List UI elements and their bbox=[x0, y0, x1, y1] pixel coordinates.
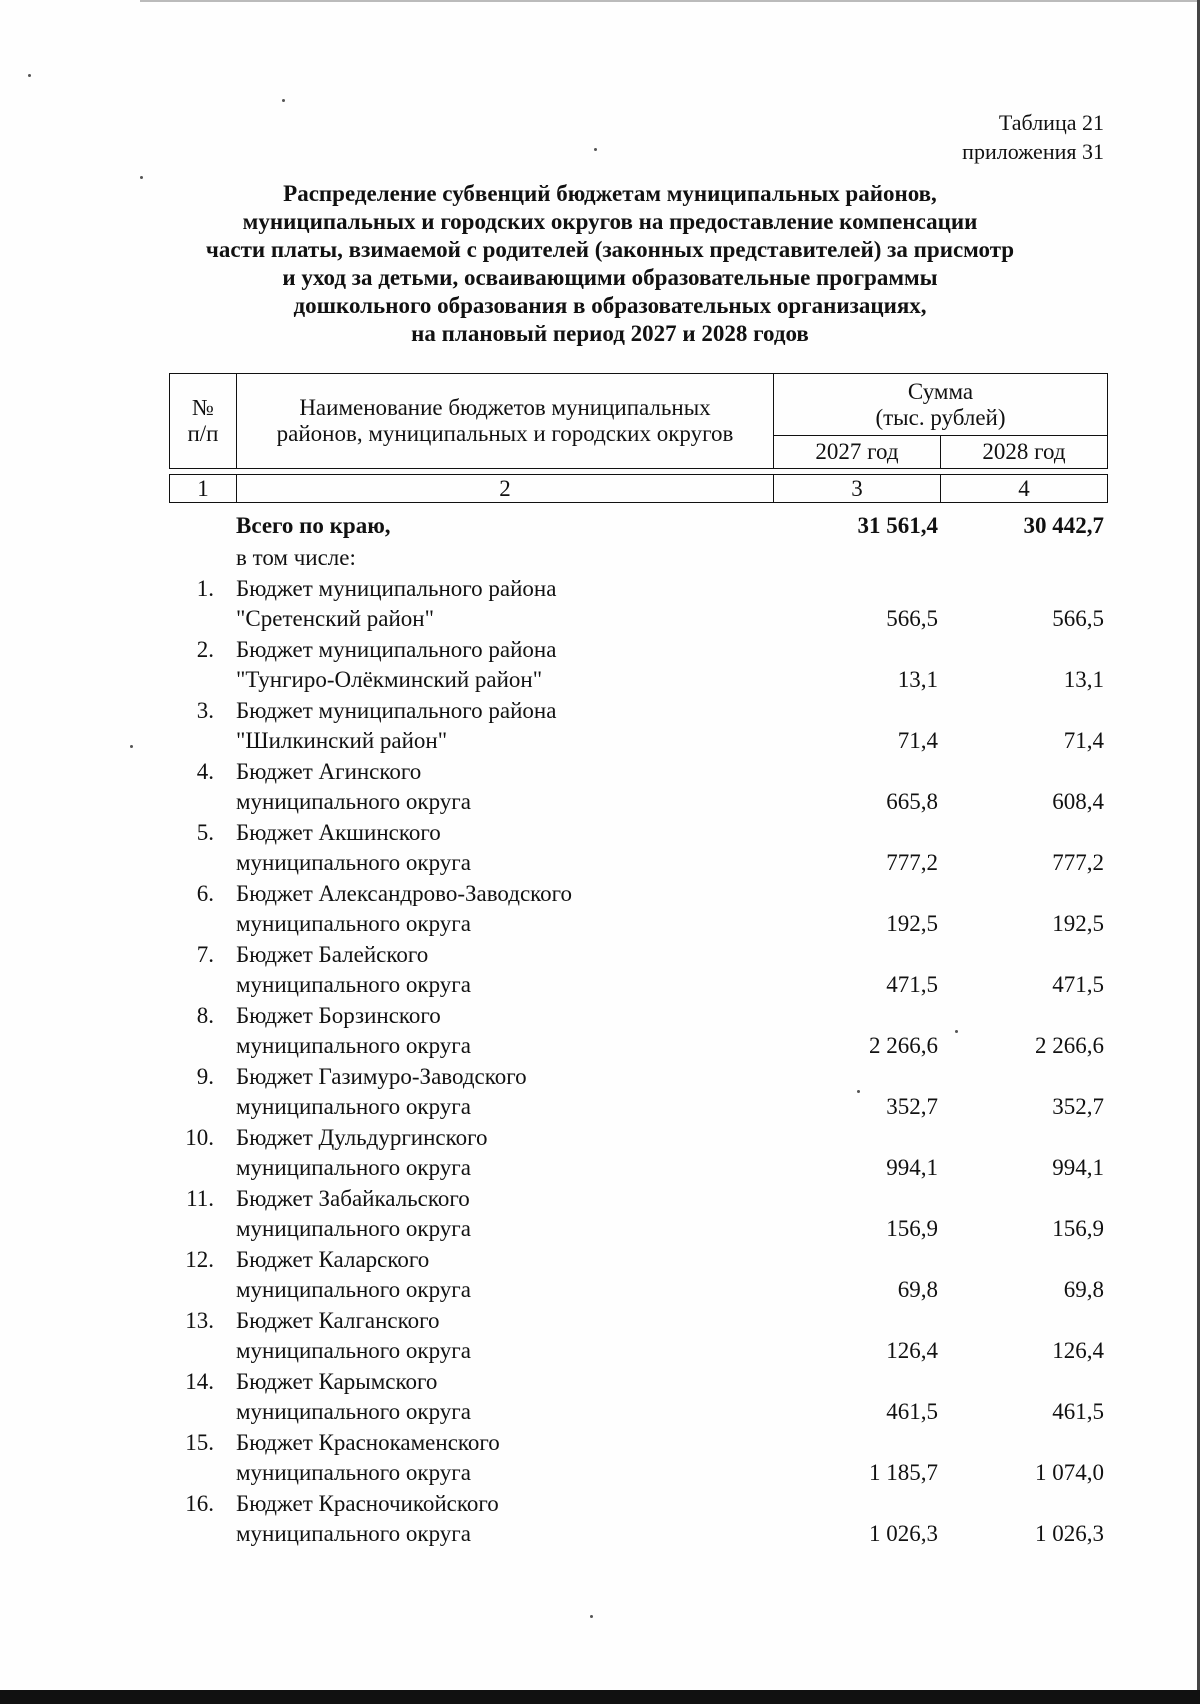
row-name-cont: муниципального округа bbox=[236, 972, 471, 997]
document-title bbox=[150, 180, 1070, 348]
table-label: Таблица 21 bbox=[998, 110, 1104, 135]
row-number: 2. bbox=[196, 637, 214, 662]
row-value-2028: 777,2 bbox=[1052, 850, 1104, 875]
row-value-2028: 71,4 bbox=[1063, 728, 1104, 753]
table-row-line1 bbox=[0, 942, 1200, 972]
row-name: Бюджет Дульдургинского bbox=[236, 1125, 488, 1150]
row-value-2028: 156,9 bbox=[1052, 1216, 1104, 1241]
scan-speck bbox=[140, 176, 143, 179]
row-name-cont: муниципального округа bbox=[236, 850, 471, 875]
scan-speck bbox=[282, 99, 285, 102]
row-name-cont: "Сретенский район" bbox=[236, 606, 434, 631]
header-sum-line: (тыс. рублей) bbox=[875, 404, 1006, 430]
total-row bbox=[0, 513, 1200, 543]
table-row-line1 bbox=[0, 1125, 1200, 1155]
table-row-line2 bbox=[0, 1338, 1200, 1368]
table-row-line1 bbox=[0, 1369, 1200, 1399]
row-value-2027: 126,4 bbox=[886, 1338, 938, 1363]
title-line: части платы, взимаемой с родителей (законных представителей) за присмотр bbox=[205, 237, 1015, 262]
row-name-cont: муниципального округа bbox=[236, 1094, 471, 1119]
row-value-2028: 69,8 bbox=[1063, 1277, 1104, 1302]
row-number: 1. bbox=[196, 576, 214, 601]
scan-edge-bottom bbox=[0, 1690, 1200, 1704]
header-name-line: районов, муниципальных и городских округов bbox=[276, 421, 734, 446]
row-name-cont: муниципального округа bbox=[236, 1277, 471, 1302]
title-line: муниципальных и городских округов на предоставление компенсации bbox=[242, 209, 978, 234]
row-number: 11. bbox=[186, 1186, 214, 1211]
header-name-line: Наименование бюджетов муниципальных bbox=[299, 395, 711, 420]
row-number: 16. bbox=[185, 1491, 214, 1516]
table-row-line2 bbox=[0, 972, 1200, 1002]
row-value-2027: 461,5 bbox=[886, 1399, 938, 1424]
column-number: 4 bbox=[941, 475, 1108, 503]
row-name-cont: муниципального округа bbox=[236, 1033, 471, 1058]
row-name: Бюджет муниципального района bbox=[236, 698, 557, 723]
row-value-2027: 665,8 bbox=[886, 789, 938, 814]
row-value-2027: 2 266,6 bbox=[869, 1033, 938, 1058]
table-header bbox=[169, 373, 1108, 503]
table-row-line2 bbox=[0, 1521, 1200, 1551]
row-value-2028: 126,4 bbox=[1052, 1338, 1104, 1363]
row-name: Бюджет муниципального района bbox=[236, 637, 557, 662]
row-value-2028: 566,5 bbox=[1052, 606, 1104, 631]
row-number: 7. bbox=[196, 942, 214, 967]
row-value-2027: 192,5 bbox=[886, 911, 938, 936]
header-num-line: № bbox=[192, 395, 214, 420]
row-name-cont: муниципального округа bbox=[236, 1460, 471, 1485]
column-number: 3 bbox=[774, 475, 941, 503]
row-value-2027: 777,2 bbox=[886, 850, 938, 875]
title-line: на плановый период 2027 и 2028 годов bbox=[411, 321, 809, 346]
table-row-line1 bbox=[0, 637, 1200, 667]
row-value-2027: 994,1 bbox=[886, 1155, 938, 1180]
row-name-cont: муниципального округа bbox=[236, 1216, 471, 1241]
row-value-2028: 608,4 bbox=[1052, 789, 1104, 814]
row-number: 9. bbox=[196, 1064, 214, 1089]
table-row-line1 bbox=[0, 1003, 1200, 1033]
row-name: Бюджет Калганского bbox=[236, 1308, 440, 1333]
table-row-line1 bbox=[0, 1064, 1200, 1094]
row-name-cont: муниципального округа bbox=[236, 1155, 471, 1180]
row-name: Бюджет Александрово-Заводского bbox=[236, 881, 573, 906]
row-value-2027: 566,5 bbox=[886, 606, 938, 631]
row-name: Бюджет Газимуро-Заводского bbox=[236, 1064, 527, 1089]
table-row-line2 bbox=[0, 1399, 1200, 1429]
table-row-line2 bbox=[0, 850, 1200, 880]
table-row-line2 bbox=[0, 1094, 1200, 1124]
row-name: Бюджет Агинского bbox=[236, 759, 422, 784]
header-num-line: п/п bbox=[187, 421, 219, 446]
table-row-line1 bbox=[0, 1430, 1200, 1460]
row-value-2028: 13,1 bbox=[1063, 667, 1104, 692]
row-value-2027: 471,5 bbox=[886, 972, 938, 997]
row-value-2028: 1 074,0 bbox=[1035, 1460, 1104, 1485]
row-name-cont: муниципального округа bbox=[236, 1399, 471, 1424]
table-row-line1 bbox=[0, 1186, 1200, 1216]
row-value-2028: 192,5 bbox=[1052, 911, 1104, 936]
table-row-line1 bbox=[0, 1491, 1200, 1521]
column-number: 2 bbox=[237, 475, 774, 503]
row-value-2028: 1 026,3 bbox=[1035, 1521, 1104, 1546]
row-value-2028: 994,1 bbox=[1052, 1155, 1104, 1180]
row-value-2028: 471,5 bbox=[1052, 972, 1104, 997]
header-sum-line: Сумма bbox=[907, 378, 974, 404]
row-name-cont: муниципального округа bbox=[236, 789, 471, 814]
table-row-line1 bbox=[0, 1308, 1200, 1338]
row-name-cont: "Шилкинский район" bbox=[236, 728, 448, 753]
row-name-cont: муниципального округа bbox=[236, 911, 471, 936]
appendix-label: приложения 31 bbox=[962, 139, 1104, 164]
row-number: 5. bbox=[196, 820, 214, 845]
row-name-cont: муниципального округа bbox=[236, 1521, 471, 1546]
title-line: Распределение субвенций бюджетам муниципальных районов, bbox=[283, 181, 937, 206]
row-number: 4. bbox=[196, 759, 214, 784]
row-value-2027: 156,9 bbox=[886, 1216, 938, 1241]
including-row bbox=[0, 545, 1200, 575]
table-row-line2 bbox=[0, 667, 1200, 697]
row-name: Бюджет муниципального района bbox=[236, 576, 557, 601]
column-number: 1 bbox=[170, 475, 237, 503]
table-row-line1 bbox=[0, 881, 1200, 911]
scan-speck bbox=[594, 148, 597, 151]
table-row-line1 bbox=[0, 698, 1200, 728]
header-name bbox=[237, 374, 774, 469]
table-row-line2 bbox=[0, 1155, 1200, 1185]
row-name: Бюджет Карымского bbox=[236, 1369, 438, 1394]
table-caption bbox=[962, 108, 1104, 166]
table-row-line1 bbox=[0, 576, 1200, 606]
scan-speck bbox=[28, 74, 31, 77]
total-2028: 30 442,7 bbox=[1023, 513, 1104, 538]
header-year-2028: 2028 год bbox=[941, 436, 1108, 469]
scan-speck bbox=[590, 1615, 593, 1618]
row-name-cont: "Тунгиро-Олёкминский район" bbox=[236, 667, 543, 692]
table-row-line1 bbox=[0, 759, 1200, 789]
table-row-line2 bbox=[0, 1033, 1200, 1063]
row-name: Бюджет Красночикойского bbox=[236, 1491, 499, 1516]
row-number: 15. bbox=[185, 1430, 214, 1455]
row-value-2027: 13,1 bbox=[897, 667, 938, 692]
table-row-line2 bbox=[0, 728, 1200, 758]
header-year-2027: 2027 год bbox=[774, 436, 941, 469]
row-number: 13. bbox=[185, 1308, 214, 1333]
row-value-2027: 1 185,7 bbox=[869, 1460, 938, 1485]
row-number: 14. bbox=[185, 1369, 214, 1394]
title-line: и уход за детьми, осваивающими образовательные программы bbox=[282, 265, 938, 290]
row-name-cont: муниципального округа bbox=[236, 1338, 471, 1363]
table-row-line1 bbox=[0, 820, 1200, 850]
row-value-2027: 69,8 bbox=[897, 1277, 938, 1302]
row-value-2027: 71,4 bbox=[897, 728, 938, 753]
table-row-line2 bbox=[0, 789, 1200, 819]
including-label: в том числе: bbox=[236, 545, 356, 570]
scan-edge-top bbox=[140, 0, 1200, 2]
table-row-line2 bbox=[0, 1216, 1200, 1246]
row-number: 10. bbox=[185, 1125, 214, 1150]
row-name: Бюджет Балейского bbox=[236, 942, 429, 967]
row-value-2028: 2 266,6 bbox=[1035, 1033, 1104, 1058]
header-num bbox=[170, 374, 237, 469]
total-label: Всего по краю, bbox=[236, 513, 391, 538]
table-row-line1 bbox=[0, 1247, 1200, 1277]
header-sum bbox=[774, 374, 1108, 436]
table-row-line2 bbox=[0, 606, 1200, 636]
table-row-line2 bbox=[0, 1277, 1200, 1307]
row-value-2027: 1 026,3 bbox=[869, 1521, 938, 1546]
row-name: Бюджет Каларского bbox=[236, 1247, 430, 1272]
title-line: дошкольного образования в образовательных организациях, bbox=[293, 293, 927, 318]
row-name: Бюджет Краснокаменского bbox=[236, 1430, 500, 1455]
row-name: Бюджет Забайкальского bbox=[236, 1186, 470, 1211]
total-2027: 31 561,4 bbox=[857, 513, 938, 538]
row-number: 12. bbox=[185, 1247, 214, 1272]
row-value-2028: 352,7 bbox=[1052, 1094, 1104, 1119]
row-value-2028: 461,5 bbox=[1052, 1399, 1104, 1424]
row-number: 6. bbox=[196, 881, 214, 906]
row-number: 3. bbox=[196, 698, 214, 723]
row-value-2027: 352,7 bbox=[886, 1094, 938, 1119]
table-row-line2 bbox=[0, 911, 1200, 941]
row-number: 8. bbox=[196, 1003, 214, 1028]
table-row-line2 bbox=[0, 1460, 1200, 1490]
row-name: Бюджет Акшинского bbox=[236, 820, 441, 845]
row-name: Бюджет Борзинского bbox=[236, 1003, 441, 1028]
